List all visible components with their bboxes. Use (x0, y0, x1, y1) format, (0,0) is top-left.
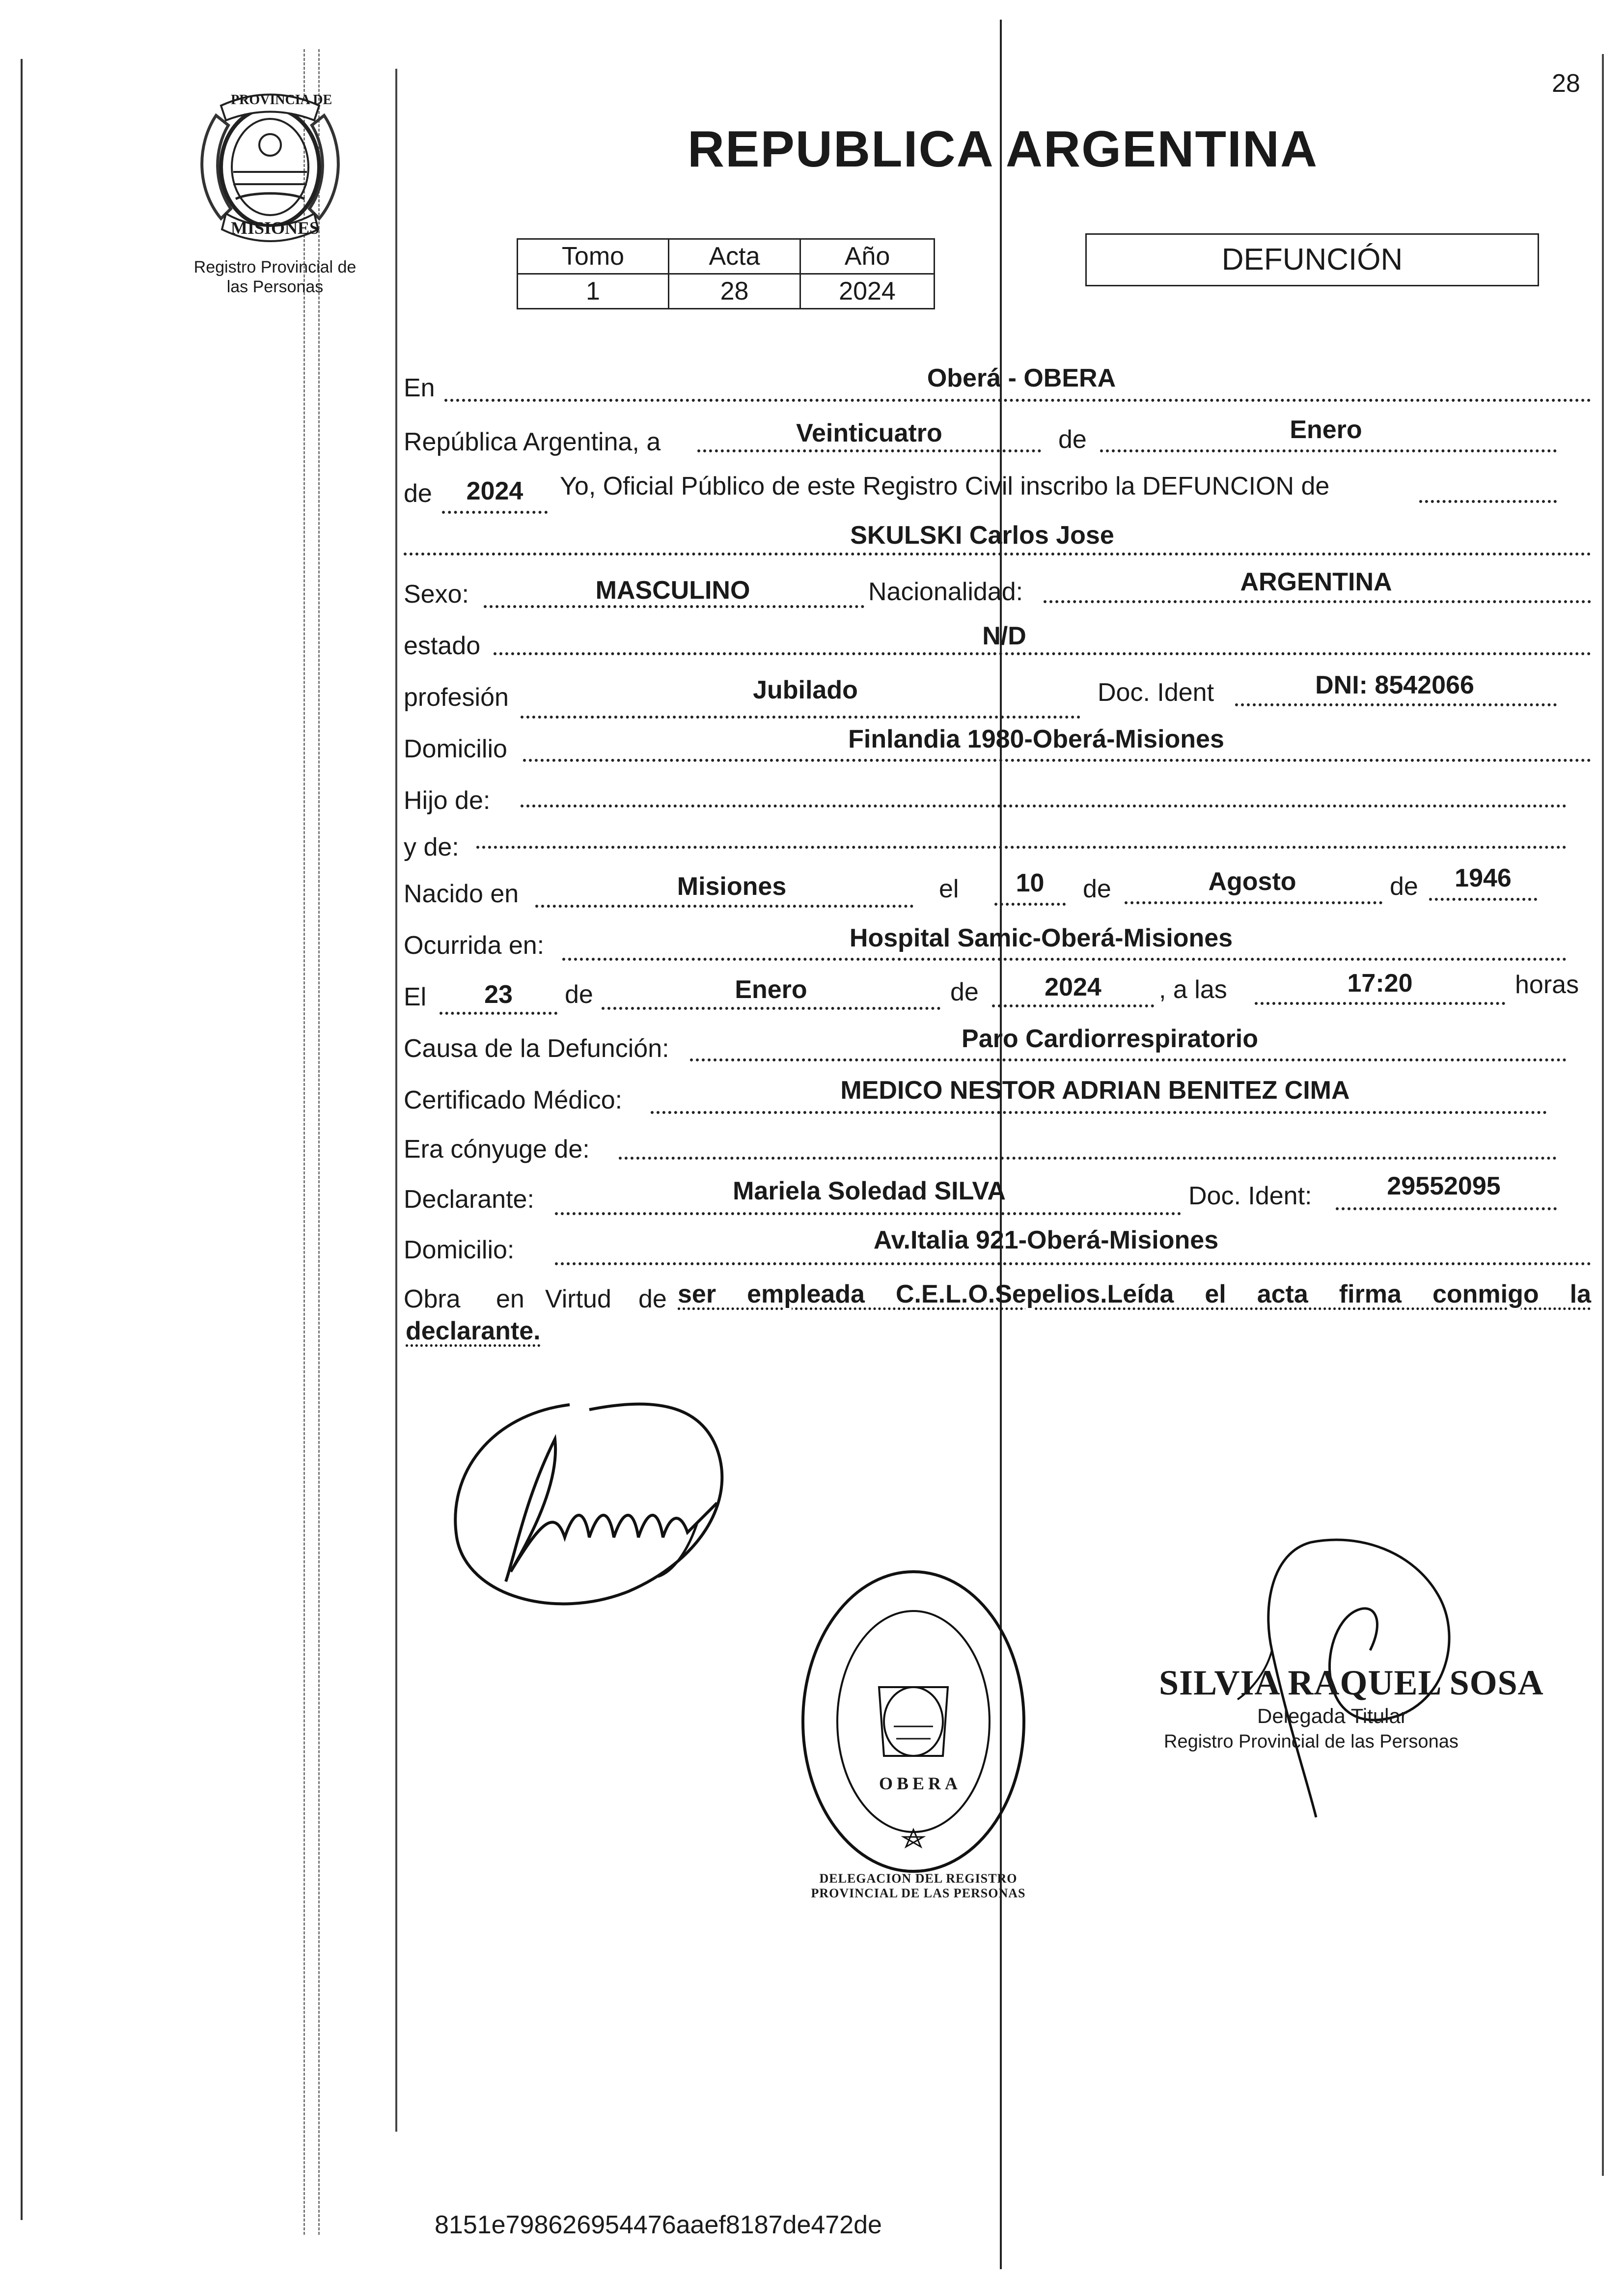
value-sexo: MASCULINO (595, 576, 750, 605)
value-obra-text1: ser empleada C.E.L.O.Sepelios.Leída el acta firma conmigo la (678, 1280, 1591, 1308)
dots-certificado (651, 1111, 1547, 1114)
seal-text-top: PROVINCIA DE (231, 92, 332, 108)
label-nacido-en: Nacido en (404, 880, 519, 908)
page-number: 28 (1552, 69, 1580, 98)
label-obra-en: en (496, 1285, 524, 1313)
org-line2: las Personas (226, 278, 324, 296)
dots-dni (1235, 703, 1557, 706)
value-certificado: MEDICO NESTOR ADRIAN BENITEZ CIMA (840, 1076, 1350, 1105)
dots-estado (494, 652, 1591, 655)
record-type-box: DEFUNCIÓN (1085, 233, 1539, 286)
dots-def-mes (602, 1007, 940, 1010)
label-el-def: El (404, 983, 427, 1011)
label-estado: estado (404, 632, 481, 660)
value-decl-domicilio: Av.Italia 921-Oberá-Misiones (873, 1226, 1219, 1254)
scan-line-binder-b (318, 49, 320, 2235)
label-doc-ident: Doc. Ident (1098, 678, 1214, 707)
value-dni: DNI: 8542066 (1315, 671, 1474, 699)
value-decl-doc: 29552095 (1387, 1172, 1501, 1200)
dots-nac-dia (994, 903, 1066, 906)
dots-mes (1100, 449, 1557, 452)
label-de-anio: de (404, 479, 432, 508)
value-nombre: SKULSKI Carlos Jose (850, 521, 1114, 550)
value-estado: N/D (982, 622, 1026, 650)
label-a-las: , a las (1159, 975, 1227, 1004)
label-domicilio: Domicilio (404, 735, 507, 763)
acta-value: 28 (669, 274, 800, 309)
value-declarante: Mariela Soledad SILVA (733, 1177, 1006, 1205)
label-en: En (404, 374, 435, 402)
dots-domicilio (523, 759, 1591, 762)
value-causa: Paro Cardiorrespiratorio (962, 1025, 1258, 1053)
value-nac-dia: 10 (1016, 869, 1045, 897)
value-nacido-en: Misiones (677, 872, 787, 901)
dots-domicilio2 (555, 1262, 1591, 1265)
label-declarante: Declarante: (404, 1185, 534, 1214)
label-yo-oficial: Yo, Oficial Público de este Registro Civil inscribo la DEFUNCION de (560, 472, 1330, 500)
registry-table (517, 238, 935, 309)
label-certificado: Certificado Médico: (404, 1086, 623, 1114)
label-y-de: y de: (404, 833, 459, 861)
tomo-header: Tomo (518, 239, 669, 274)
document-title: REPUBLICA ARGENTINA (688, 121, 1319, 178)
label-domicilio2: Domicilio: (404, 1236, 515, 1264)
dots-dia (697, 449, 1041, 452)
dots-nacionalidad (1044, 600, 1591, 603)
value-nac-anio: 1946 (1455, 864, 1512, 892)
label-causa: Causa de la Defunción: (404, 1034, 669, 1063)
official-title: Delegada Titular (1257, 1704, 1407, 1727)
dots-y-de (476, 846, 1567, 849)
value-profesion: Jubilado (753, 676, 858, 704)
label-horas: horas (1515, 971, 1579, 999)
dots-nombre (404, 553, 1591, 556)
label-republica: República Argentina, a (404, 428, 661, 456)
dots-declarante (555, 1212, 1181, 1215)
value-hora: 17:20 (1347, 969, 1413, 998)
dots-ocurrida-en (562, 958, 1567, 961)
value-domicilio: Finlandia 1980-Oberá-Misiones (848, 725, 1224, 753)
seal-text-bottom: MISIONES (231, 218, 320, 238)
dots-nac-mes (1125, 901, 1382, 904)
label-sexo: Sexo: (404, 580, 469, 609)
dots-yo (1419, 500, 1557, 503)
stamp-center-text: OBERA (879, 1774, 962, 1793)
label-obra-virtud: Virtud (545, 1285, 611, 1313)
value-obra-text2: declarante. (406, 1317, 541, 1345)
scan-line-left (21, 59, 23, 2220)
dots-en (444, 399, 1591, 402)
scan-line-margin (395, 69, 397, 2132)
value-anio: 2024 (466, 477, 523, 505)
value-def-anio: 2024 (1045, 973, 1101, 1001)
value-lugar: Oberá - OBERA (927, 364, 1116, 392)
label-de-mes: de (1058, 425, 1087, 454)
dots-sexo (484, 605, 864, 608)
dots-decl-doc (1336, 1207, 1557, 1210)
dots-conyuge (619, 1157, 1557, 1160)
dots-hijo-de (521, 805, 1567, 807)
official-org: Registro Provincial de las Personas (1164, 1731, 1459, 1752)
value-mes: Enero (1290, 416, 1362, 444)
value-def-mes: Enero (735, 975, 807, 1004)
value-ocurrida-en: Hospital Samic-Oberá-Misiones (849, 924, 1233, 952)
label-conyuge: Era cónyuge de: (404, 1135, 590, 1164)
scan-line-binder-a (303, 49, 305, 2235)
label-profesion: profesión (404, 683, 509, 712)
footer-hash: 8151e798626954476aaef8187de472de (435, 2211, 882, 2239)
value-dia-letras: Veinticuatro (796, 419, 942, 447)
label-obra-de: de (638, 1285, 667, 1313)
scan-line-right (1602, 54, 1604, 2176)
dots-profesion (521, 716, 1080, 719)
value-nacionalidad: ARGENTINA (1240, 568, 1392, 596)
official-stamp (796, 1564, 1031, 1879)
anio-value: 2024 (800, 274, 935, 309)
dots-causa (690, 1058, 1567, 1061)
dots-anio (442, 511, 548, 514)
value-def-dia: 23 (484, 980, 513, 1009)
label-de-def-anio: de (950, 978, 979, 1006)
dots-nac-anio (1429, 898, 1537, 901)
dots-def-anio (992, 1004, 1154, 1007)
dots-def-dia (440, 1012, 557, 1015)
scan-line-center (1000, 20, 1002, 2269)
dots-hora (1255, 1002, 1505, 1005)
label-de-nac-mes: de (1083, 875, 1111, 903)
tomo-value: 1 (518, 274, 669, 309)
declarant-signature (442, 1375, 746, 1631)
official-name: SILVIA RAQUEL SOSA (1159, 1663, 1544, 1702)
acta-header: Acta (669, 239, 800, 274)
dots-nacido-en (535, 905, 913, 908)
stamp-ring-text: DELEGACION DEL REGISTRO PROVINCIAL DE LAS PERSONAS (811, 1871, 1026, 1900)
anio-header: Año (800, 239, 935, 274)
value-nac-mes: Agosto (1208, 867, 1296, 896)
label-ocurrida-en: Ocurrida en: (404, 931, 545, 960)
label-obra: Obra (404, 1285, 461, 1313)
label-nacionalidad: Nacionalidad: (868, 578, 1023, 606)
label-doc-ident2: Doc. Ident: (1188, 1182, 1312, 1210)
label-el: el (939, 875, 959, 903)
label-de-def-mes: de (565, 980, 593, 1009)
label-de-nac-anio: de (1390, 872, 1418, 901)
label-hijo-de: Hijo de: (404, 786, 491, 815)
org-line1: Registro Provincial de (193, 258, 357, 277)
